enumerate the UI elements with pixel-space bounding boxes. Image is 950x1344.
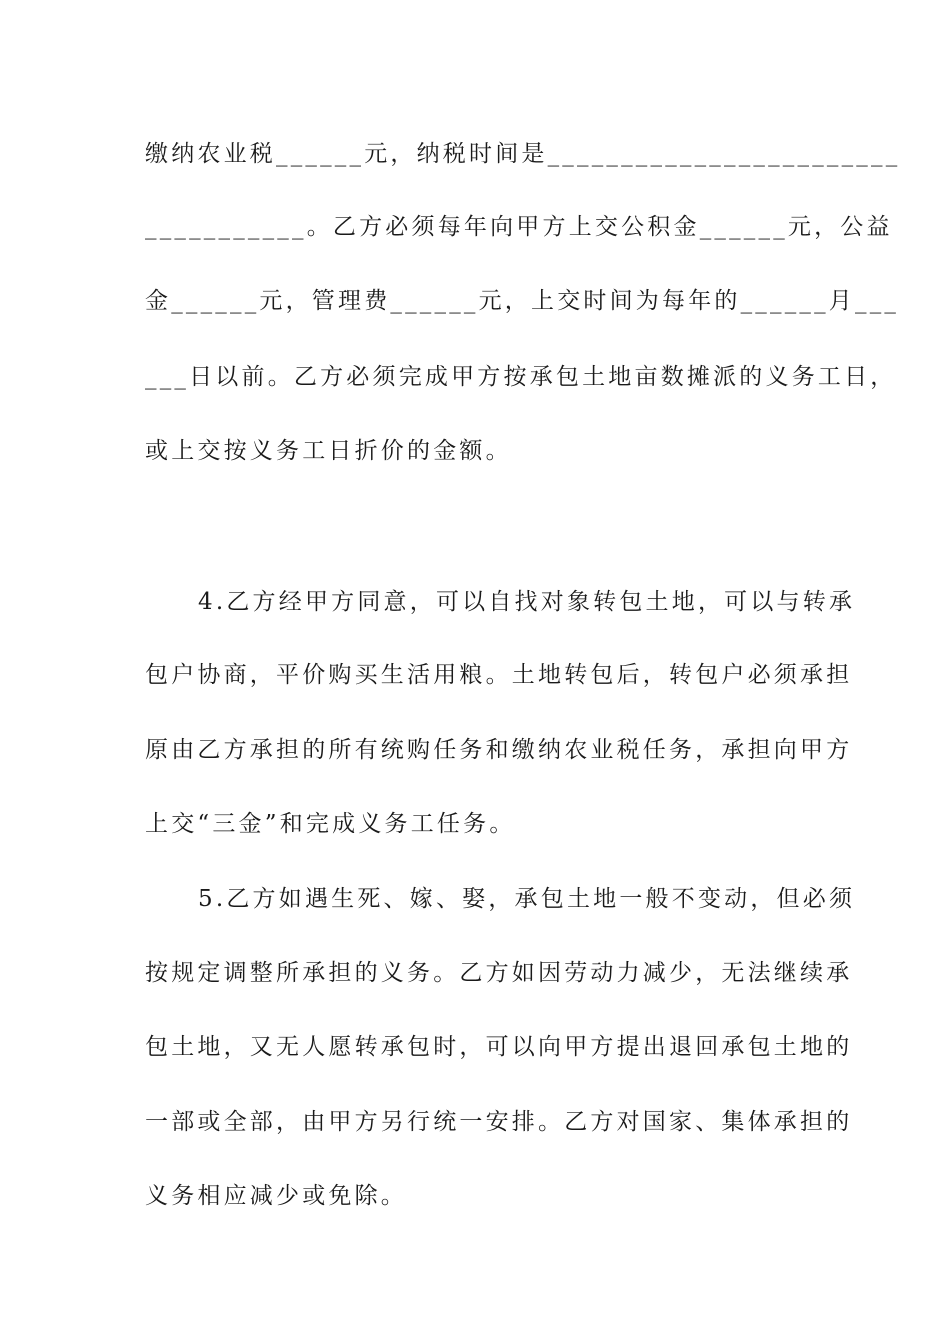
text-line: 包土地，又无人愿转承包时，可以向甲方提出退回承包土地的 [145, 1034, 853, 1060]
text-line: 义务相应减少或免除。 [145, 1183, 407, 1209]
text-line: 缴纳农业税______元，纳税时间是________________________ [145, 141, 901, 167]
text-line: 4.乙方经甲方同意，可以自找对象转包土地，可以与转承 [198, 589, 856, 615]
text-line: 按规定调整所承担的义务。乙方如因劳动力减少，无法继续承 [145, 960, 853, 986]
text-line: 上交“三金”和完成义务工任务。 [145, 811, 516, 837]
text-line: 包户协商，平价购买生活用粮。土地转包后，转包户必须承担 [145, 662, 853, 688]
text-line: 金______元，管理费______元，上交时间为每年的______月___ [145, 288, 900, 314]
text-line: 一部或全部，由甲方另行统一安排。乙方对国家、集体承担的 [145, 1109, 853, 1135]
text-line: ___________。乙方必须每年向甲方上交公积金______元，公益 [145, 214, 893, 240]
text-line: 5.乙方如遇生死、嫁、娶，承包土地一般不变动，但必须 [198, 886, 856, 912]
text-line: 原由乙方承担的所有统购任务和缴纳农业税任务，承担向甲方 [145, 737, 853, 763]
text-line: ___日以前。乙方必须完成甲方按承包土地亩数摊派的义务工日， [145, 364, 897, 390]
text-line: 或上交按义务工日折价的金额。 [145, 438, 512, 464]
